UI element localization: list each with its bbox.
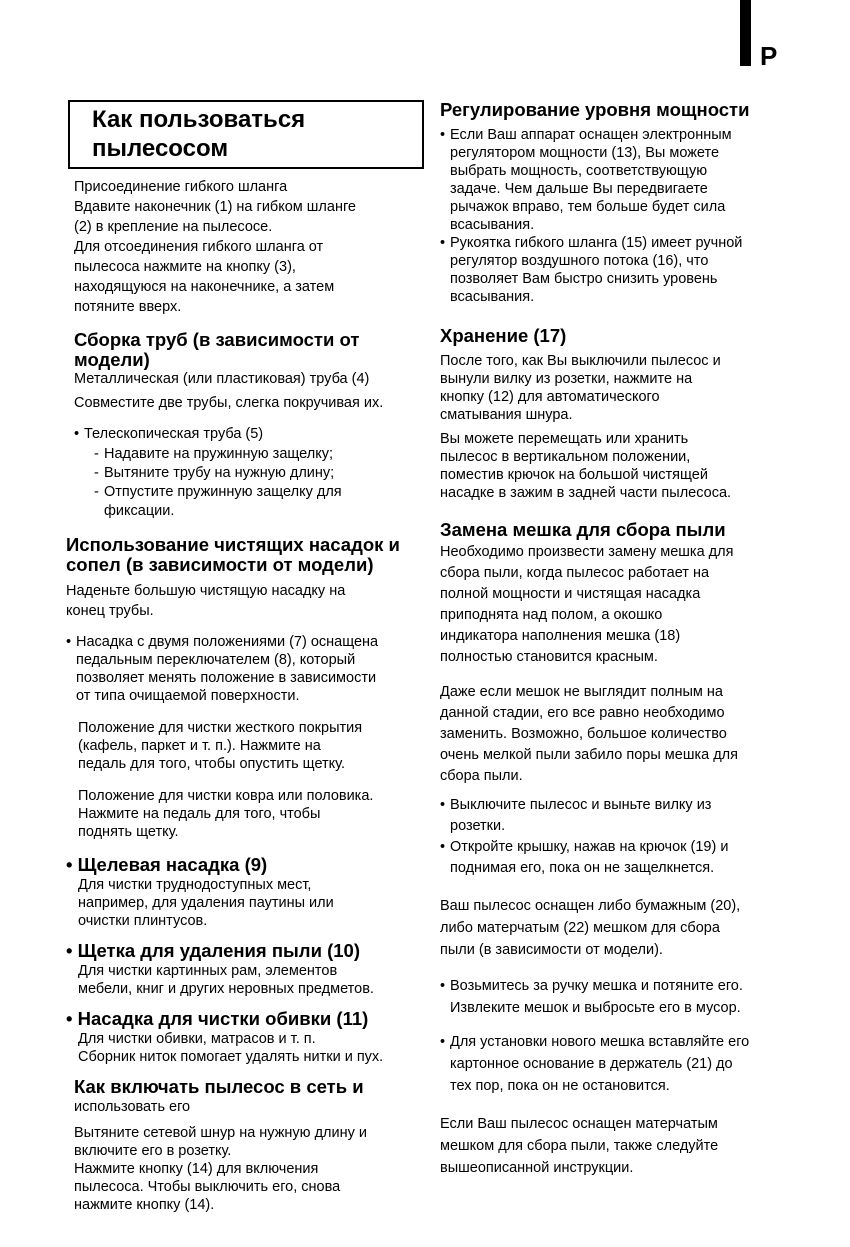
power-heading: Регулирование уровня мощности bbox=[440, 99, 750, 120]
bag-text: Даже если мешок не выглядит полным на данной стадии, его все равно необходимо заменить. Возможно, большое количество очень мелкой пыли забило поры мешка для сбора пыли. bbox=[440, 684, 738, 784]
upholstery-section: • Насадка для чистки обивки (11) Для чистки обивки, матрасов и т. п. Сборник ниток помогает удалять нитки и пух. bbox=[66, 1008, 416, 1066]
crevice-section: • Щелевая насадка (9) Для чистки труднодоступных мест, например, для удаления паутины или очистки плинтусов. bbox=[66, 854, 416, 930]
bag-text: Ваш пылесос оснащен либо бумажным (20), либо матерчатым (22) мешком для сбора пыли (в зависимости от модели). bbox=[440, 898, 741, 958]
list-item: • Телескопическая труба (5) bbox=[74, 426, 264, 442]
tubes-section: Сборка труб (в зависимости от модели) Металлическая (или пластиковая) труба (4) Совместите две трубы, слегка покручивая их. • Телескопическая труба (5) - Надавите на пружинную защелку; - Вытяните трубу на нужную длину; - Отпустите пружинную защелку для фиксации. bbox=[66, 330, 416, 521]
list-item: • Выключите пылесос и выньте вилку из розетки. bbox=[440, 797, 712, 834]
hose-section: Присоединение гибкого шланга Вдавите наконечник (1) на гибком шланге (2) в крепление на пылесосе. Для отсоединения гибкого шланга от пылесоса нажмите на кнопку (3), находящуюся на наконечнике, а затем потяните вверх. bbox=[74, 179, 356, 315]
bag-text: Если Ваш пылесос оснащен матерчатым мешком для сбора пыли, также следуйте вышеописанной инструкции. bbox=[440, 1116, 719, 1176]
storage-heading: Хранение (17) bbox=[440, 325, 567, 346]
list-item: • Насадка с двумя положениями (7) оснащена педальным переключателем (8), который позволяет менять положение в зависимости от типа очищаемой поверхности. bbox=[66, 634, 379, 704]
upholstery-heading: • Насадка для чистки обивки (11) bbox=[66, 1008, 369, 1029]
carpet-text: Положение для чистки ковра или половика. Нажмите на педаль для того, чтобы поднять щетку. bbox=[78, 788, 374, 840]
language-marker: P bbox=[760, 41, 778, 71]
list-item: • Для установки нового мешка вставляйте его картонное основание в держатель (21) до тех пор, пока он не остановится. bbox=[440, 1034, 750, 1094]
dust-brush-section: • Щетка для удаления пыли (10) Для чистки картинных рам, элементов мебели, книг и других неровных предметов. bbox=[66, 940, 416, 998]
page-title: Как пользоваться пылесосом bbox=[68, 100, 424, 169]
right-column bbox=[440, 100, 785, 1179]
list-item: • Возьмитесь за ручку мешка и потяните его. Извлеките мешок и выбросьте его в мусор. bbox=[440, 978, 743, 1016]
list-item: • Откройте крышку, нажав на крючок (19) и поднимая его, пока он не защелкнется. bbox=[440, 839, 729, 876]
list-item: - Отпустите пружинную защелку для фиксации. bbox=[94, 484, 342, 519]
hard-floor-text: Положение для чистки жесткого покрытия (кафель, паркет и т. п.). Нажмите на педаль для того, чтобы опустить щетку. bbox=[78, 720, 363, 772]
nozzles-section: Использование чистящих насадок и сопел (в зависимости от модели) Наденьте большую чистящую насадку на конец трубы. • Насадка с двумя положениями (7) оснащена педальным переключателем (8), который позволяет менять положение в зависимости от типа очищаемой поверхности. Положение для чистки жесткого покрытия (кафель, паркет и т. п.). Нажмите на педаль для того, чтобы опустить щетку. Положение для чистки ковра или половика. Нажмите на педаль для того, чтобы поднять щетку. bbox=[66, 535, 416, 841]
tubes-heading: Сборка труб (в зависимости от bbox=[74, 329, 360, 350]
switch-heading: Как включать пылесос в сеть и bbox=[74, 1076, 364, 1097]
storage-text: После того, как Вы выключили пылесос и вынули вилку из розетки, нажмите на кнопку (12) для автоматического сматывания шнура. bbox=[440, 353, 721, 423]
list-item: - Надавите на пружинную защелку; bbox=[94, 446, 333, 462]
language-tab-bar bbox=[740, 0, 751, 66]
list-item: • Рукоятка гибкого шланга (15) имеет ручной регулятор воздушного потока (16), что позволяет Вам быстро снизить уровень всасывания. bbox=[440, 235, 743, 305]
bag-text: Необходимо произвести замену мешка для сбора пыли, когда пылесос работает на полной мощности и чистящая насадка приподнята над полом, а окошко индикатора наполнения мешка (18) полностью становится красным. bbox=[440, 544, 734, 665]
bag-heading: Замена мешка для сбора пыли bbox=[440, 519, 726, 540]
left-column bbox=[66, 100, 416, 1214]
crevice-heading: • Щелевая насадка (9) bbox=[66, 854, 268, 875]
nozzles-heading: Использование чистящих насадок и bbox=[66, 534, 400, 555]
dust-brush-heading: • Щетка для удаления пыли (10) bbox=[66, 940, 360, 961]
list-item: • Если Ваш аппарат оснащен электронным регулятором мощности (13), Вы можете выбрать мощность, соответствующую задаче. Чем дальше Вы передвигаете рычажок вправо, тем больше будет сила всасывания. bbox=[440, 127, 732, 233]
storage-text: Вы можете перемещать или хранить пылесос в вертикальном положении, поместив крючок на большой чистящей насадке в зажим в задней части пылесоса. bbox=[440, 431, 732, 501]
switch-section: Как включать пылесос в сеть и использовать его Вытяните сетевой шнур на нужную длину и включите его в розетку. Нажмите кнопку (14) для включения пылесоса. Чтобы выключить его, снова нажмите кнопку (14). bbox=[66, 1076, 416, 1214]
list-item: - Вытяните трубу на нужную длину; bbox=[94, 465, 335, 481]
